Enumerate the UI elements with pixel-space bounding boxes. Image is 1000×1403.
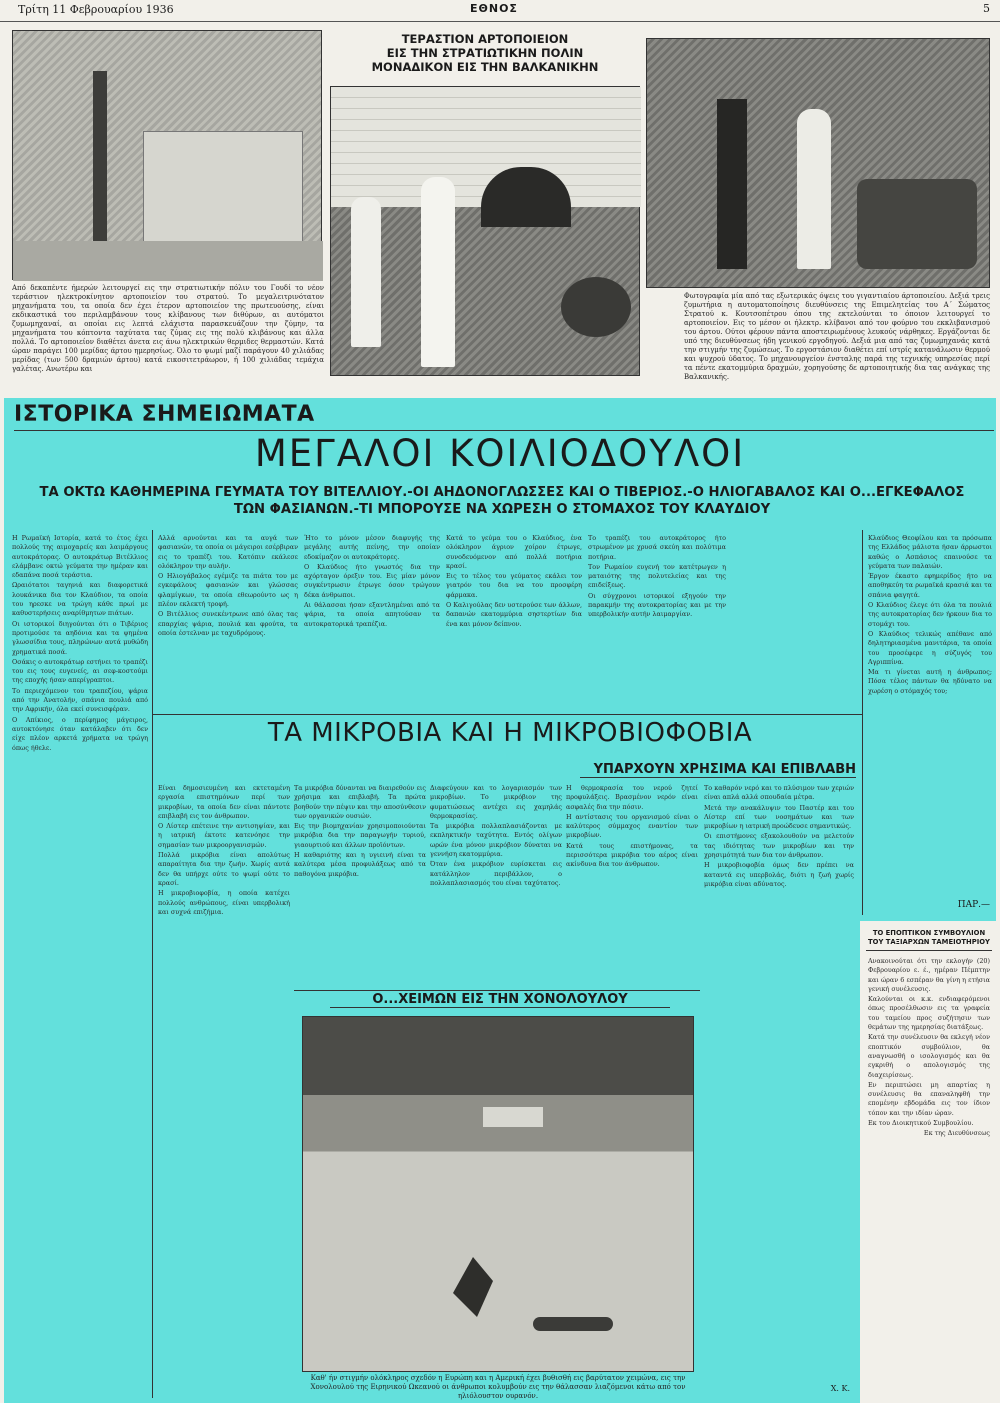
parasol-shape: [453, 1257, 493, 1317]
baker-figure: [351, 197, 381, 347]
paragraph: Αλλά αρνούνται και τα αυγά των φασιανών, τα οποία οι μάγειροι εσέρβιραν εις το τραπέζι του. Κατόπιν εκάλεσε ολόκληρον την αυλήν.: [158, 534, 298, 570]
honolulu-title: Ο...ΧΕΙΜΩΝ ΕΙΣ ΤΗΝ ΧΟΝΟΛΟΥΛΟΥ: [330, 992, 670, 1008]
paragraph: Διαφεύγουν και το λογαριασμόν των μικροβίων. Το μικρόβιον της φυματιώσεως αντέχει εις χαμηλάς θερμοκρασίας.: [430, 784, 562, 820]
bakery-story-title: [330, 28, 640, 74]
bakery-ovens-photo: [330, 86, 640, 376]
paragraph: Ανακοινούται ότι την εκλογήν (20) Φεβρουαρίου ε. έ., ημέραν Πέμπτην και ώραν 6 εσπέραν θα γίνη η ετήσια γενική συνέλευσις.: [868, 957, 990, 993]
microbes-headline: ΤΑ ΜΙΚΡΟΒΙΑ ΚΑΙ Η ΜΙΚΡΟΒΙΟΦΟΒΙΑ: [267, 718, 753, 748]
issue-date: Τρίτη 11 Φεβρουαρίου 1936: [18, 3, 174, 16]
microbes-column: [430, 784, 562, 984]
swimmer-figure: [533, 1317, 613, 1331]
paragraph: Κατά την συνέλευσιν θα εκλεγή νέον εποπτικόν συμβούλιον, θα αναγνωσθή ο ισολογισμός και θα εγκριθή ο απολογισμός της διαχειρίσεως.: [868, 1033, 990, 1079]
bakery-caption-left: Από δεκαπέντε ήμερών λειτουργεί εις την στρατιωτικήν πόλιν του Γουδί το νέον τεράστιον ηλεκτροκίνητον αρτοποιείον του στρατού. Το μεγαλειτρινότατον μηχανήματα του, τα οποία δεν έχει έτερον αρτοποιείον της πρωτευούσης, είναι εκδικαστικά του περιλαμβάνουν τους κλίβανους των διθύρων, αι αυτόματοι ζυμωμηχαναί, αι οποίαι εις λεπτά ελάχιστα παρασκευάζουν την ζύμην, τα μηχανήματα του κόπτοντα ταχύτατα τας ζύμας εις της πολύ κλιβάνους και άλλα πολλά. Το αρτοποιείον διαθέτει άνετα εις άνω ηλεκτρικών θερμιδες θερμαστών. Κατά ώραν παράγει 100 μερίδας άρτου ημερησίως. Όλο το ψωμί μαζί παράγουν 40 χιλιάδας μερίδας (των 500 δραμιών άρτου) κατά εικοσιτετράωρον, ή 100 χιλιάδας τεμάχια γαλέτας. Ανωτέρω και: [12, 284, 324, 373]
newspaper-name: ΕΘΝΟΣ: [470, 2, 518, 15]
paragraph: Πολλά μικρόβια είναι απολύτως απαραίτητα δια την ζωήν. Χωρίς αυτά δεν θα υπήρχε ούτε το ψωμί ούτε το κρασί.: [158, 851, 290, 887]
microbes-column: [566, 784, 698, 984]
divider: [294, 990, 700, 991]
microbes-column: [704, 784, 854, 1384]
paragraph: Οσάκις ο αυτοκράτωρ εστήνει το τραπέζι του εις τους ευγενείς, αι σεφ-κοστούμι της εποχής ήσαν απερίγραπτοι.: [12, 657, 148, 685]
paragraph: Η αντίστασις του οργανισμού είναι ο καλύτερος σύμμαχος εναντίον των μικροβίων.: [566, 812, 698, 840]
mixer-shape: [857, 179, 977, 269]
ground-shape: [13, 241, 323, 281]
history-subhead: ΤΑ ΟΚΤΩ ΚΑΘΗΜΕΡΙΝΑ ΓΕΥΜΑΤΑ ΤΟΥ ΒΙΤΕΛΛΙΟΥ.-ΟΙ ΑΗΔΟΝΟΓΛΩΣΣΕΣ ΚΑΙ Ο ΤΙΒΕΡΙΟΣ.-Ο ΗΛΙΟΓΑΒΑΛΟΣ ΚΑΙ Ο...ΕΓΚΕΦΑΛΟΣ ΤΩΝ ΦΑΣΙΑΝΩΝ.-ΤΙ ΜΠΟΡΟΥΣΕ ΝΑ ΧΩΡΕΣΗ Ο ΣΤΟΜΑΧΟΣ ΤΟΥ ΚΛΑΥΔΙΟΥ: [39, 485, 965, 517]
dough-vat-shape: [561, 277, 631, 337]
paragraph: Οι επιστήμονες εξακολουθούν να μελετούν τας ιδιότητας των μικροβίων και την χρησιμότητά των δια τον άνθρωπον.: [704, 832, 854, 860]
paragraph: Εν περιπτώσει μη απαρτίας η συνέλευσις θα επαναληφθή την επομένην εβδομάδα εις τον ίδιον τόπον και την ιδίαν ώραν.: [868, 1080, 990, 1117]
honolulu-beach-photo: [302, 1016, 694, 1372]
history-column: [868, 534, 992, 894]
paragraph: Τα μικρόβια πολλαπλασιάζονται με εκπληκτικήν ταχύτητα. Εντός ολίγων ωρών ένα μόνον μικρόβιον δύναται να γεννήση εκατομμύρια.: [430, 822, 562, 859]
paragraph: Οι σύγχρονοι ιστορικοί εξηγούν την παρακμήν της αυτοκρατορίας και με την υπερβολικήν αυτήν λαιμαργίαν.: [588, 591, 726, 619]
history-kicker: ΙΣΤΟΡΙΚΑ ΣΗΜΕΙΩΜΑΤΑ: [14, 402, 315, 427]
notice-box: [862, 921, 996, 1403]
paragraph: Μετά την ανακάλυψιν του Παστέρ και του Λίστερ επί των νοσημάτων και των μικροβίων η ιατρική προώδευσε σημαντικώς.: [704, 803, 854, 831]
page-header: [0, 0, 1000, 22]
paragraph: Ο Βιτέλλιος συνεκέντρωνε από όλας τας επαρχίας ψάρια, πουλιά και φρούτα, τα οποία έστελναν με ταχυδρόμους.: [158, 610, 298, 637]
paragraph: Η θερμοκρασία του νερού ζητεί προφυλάξεις. Βρασμένον νερόν είναι ασφαλές δια την πόσιν.: [566, 784, 698, 811]
bakery-title-line: ΤΕΡΑΣΤΙΟΝ ΑΡΤΟΠΟΙΕΙΟΝ: [401, 32, 569, 46]
paragraph: Η Ρωμαϊκή Ιστορία, κατά το έτος έχει πολλούς της αιμοχαρείς και λαιμάργους αυτοκράτορας. Ο αυτοκράτωρ Βιτέλλιος ελάμβανε οκτώ γεύματα την ημέραν και εδαπάνα ποσά τεράστια.: [12, 534, 148, 580]
paragraph: Ο Καλιγούλας δεν υστερούσε των άλλων, δαπανών εκατομμύρια σηστερτίων δια ένα και μόνον δείπνον.: [446, 601, 582, 628]
notice-title: [866, 929, 992, 951]
paragraph: Κατά το γεύμα του ο Κλαύδιος, ένα ολόκληρον άγριον χοίρον έτρωγε, συνοδευόμενον από πολλά ποτήρια κρασί.: [446, 534, 582, 570]
paragraph: Το περιεχόμενον του τραπεζίου, ψάρια από την Ανατολήν, σπάνια πουλιά από την Αφρικήν, όλα εκεί συνεισφέραν.: [12, 686, 148, 714]
paragraph: Εις το τέλος του γεύματος εκάλει τον γιατρόν του δια να του προσφέρη φάρμακα.: [446, 572, 582, 599]
paragraph: Το τραπέζι του αυτοκράτορος ήτο στρωμένον με χρυσά σκεύη και πολύτιμα ποτήρια.: [588, 534, 726, 561]
paragraph: Καλούνται οι κ.κ. ενδιαφερόμενοι όπως προσέλθωσιν εις τα γραφεία του ταμείου προς συζήτησιν των θεμάτων της ημερησίας διατάξεως.: [868, 995, 990, 1032]
notice-signature: Εκ της Διευθύνσεως: [923, 1129, 990, 1138]
column-rule: [152, 530, 153, 1398]
divider: [14, 430, 994, 431]
paragraph: Το καθαρόν νερό και το πλύσιμον των χεριών είναι απλά αλλά σπουδαία μέτρα.: [704, 784, 854, 802]
bakery-exterior-photo: [12, 30, 322, 280]
building-shape: [143, 131, 303, 251]
column-rule: [862, 530, 863, 915]
paragraph: Ωραιότατοι ταγηνιά και διαφορετικά λουκάνικα δια τον Κλαύδιον, τα οποία του ηρεσκε να τρώγη κάθε πρωί με καθυστερήσεις αναρίθμητων πιάτων.: [12, 581, 148, 618]
notice-body: [868, 957, 990, 1387]
paragraph: Ήτο το μόνον μέσον διαφυγής της μεγάλης αυτής πείνης, την οποίαν εδοκίμαζον οι αυτοκράτορες.: [304, 534, 440, 561]
bakery-story: [330, 28, 640, 368]
paragraph: Η καθαριότης και η υγιεινή είναι τα καλύτερα μέσα προφυλάξεως από τα παθογόνα μικρόβια.: [294, 851, 426, 878]
paragraph: Ο Κλαύδιος έλεγε ότι όλα τα πουλιά της αυτοκρατορίας δεν ήρκουν δια το στομάχι του.: [868, 601, 992, 628]
paragraph: Ο Ηλιογάβαλος εγέμιζε τα πιάτα του με εγκεφάλους φασιανών και γλώσσας φλαμίγκων, τα οποία εθεωρούντο ως η πλέον εκλεκτή τροφή.: [158, 572, 298, 609]
kneading-machine-photo: [646, 38, 990, 288]
chimney-shape: [93, 71, 107, 241]
paragraph: Ο Απίκιος, ο περίφημος μάγειρος, αυτοκτόνησε όταν κατάλαβεν ότι δεν είχε πλέον αρκετά χρήματα να τρώγη όπως ήθελε.: [12, 715, 148, 752]
bakery-caption-right: Φωτογραφία μία από τας εξωτερικάς όψεις του γιγαντιαίου άρτοποιείου. Δεξιά τρεις ζυμωτήρια η αυτοματοποίησις διευθύνσεις της Επιμελητείας του Α΄ Σώματος Στρατού κ. Κουτσοπέτρου όπου της εκτελούνται το όποιον λειτουργεί το αρτοποιείον. Εις το μέσον οι ήλεκτρ. κλίβανοι από τον φούρνο του εκκλιβανισμού του άρτου. Ούτοι φέρουν πάντα αποστειρωμένους λευκούς νάρθηκες. Εργάζονται δε υπό της διευθύνσεως ήδη γενικού εργοδηγού. Δεξιά μια από τας ζυμωμηχανάς κατά την στιγμήν της ζυμώσεως. Το εργοστάσιον διαθέτει επί ιστρίς κατανάλωσιν θερμού και ψυχρού ύδατος. Το μηχανουργείον ένσταλης παρά της τεχνικής υπηρεσίας περί τα πέντε εκατομμύρια δραχμών, χορηγούσης δε αρτοποιητικής δια τας ανάγκας της Βαλκανικής.: [684, 292, 990, 381]
baker-figure: [421, 177, 455, 367]
paragraph: Εις την βιομηχανίαν χρησιμοποιούνται μικρόβια δια την παραγωγήν τυριού, γιαουρτιού και άλλων προϊόντων.: [294, 822, 426, 849]
paragraph: Αι θάλασσαι ήσαν εξαντλημέναι από τα ψάρια, τα οποία απητούσαν τα αυτοκρατορικά τραπέζια.: [304, 601, 440, 628]
paragraph: Ο Κλαύδιος τελικώς απέθανε από δηλητηριασμένα μανιτάρια, τα οποία του προσέφερε η σύζυγός του Αγριππίνα.: [868, 629, 992, 666]
paragraph: Είναι δημοσιευμένη και εκτεταμένη εργασία επιστημόνων περί των μικροβίων, τα οποία δεν είναι πάντοτε επιβλαβή εις τον άνθρωπον.: [158, 784, 290, 820]
microbes-column: [294, 784, 426, 984]
paragraph: Η μικροβιοφοβία, η οποία κατέχει πολλούς ανθρώπους, είναι υπερβολική και συχνά επιζήμια.: [158, 889, 290, 916]
officer-figure: [717, 99, 747, 269]
honolulu-caption: Καθ' ήν στιγμήν ολόκληρος σχεδόν η Ευρώπη και η Αμερική έχει βυθισθή εις βαρύτατον χειμώνα, εις την Χονολουλού της Ειρηνικού Ωκεανού οι άνθρωποι κολυμβούν εις την θάλασσαν λιαζόμενοι κάτω από τον ηλιόλουστον ουρανόν.: [310, 1374, 686, 1400]
history-column: [12, 534, 148, 1399]
paragraph: Η μικροβιοφοβία όμως δεν πρέπει να καταντά εις υπερβολάς, διότι η ζωή χωρίς μικρόβια είναι αδύνατος.: [704, 861, 854, 888]
microbes-signature: Χ. Κ.: [830, 1384, 850, 1393]
history-headline: ΜΕΓΑΛΟΙ ΚΟΙΛΙΟΔΟΥΛΟΙ: [254, 432, 746, 475]
bakery-title-line: ΕΙΣ ΤΗΝ ΣΤΡΑΤΙΩΤΙΚΗΝ ΠΟΛΙΝ: [386, 46, 584, 60]
paragraph: Ο Λίστερ επέτεινε την αντισηψίαν, και η ιατρική έκτοτε κατενόησε την σημασίαν των μικροοργανισμών.: [158, 822, 290, 849]
history-column: [588, 534, 726, 710]
bakery-title-line: ΜΟΝΑΔΙΚΟΝ ΕΙΣ ΤΗΝ ΒΑΛΚΑΝΙΚΗΝ: [371, 60, 599, 74]
history-column: [304, 534, 440, 710]
baker-figure: [797, 109, 831, 269]
paragraph: Όταν ένα μικρόβιον ευρίσκεται εις κατάλληλον περιβάλλον, ο πολλαπλασιασμός του είναι ταχύτατος.: [430, 860, 562, 887]
paragraph: Έργον έκαστο εφημερίδος ήτο να αποθηκεύη τα ρωμαϊκά κρασιά και τα σπάνια φαγητά.: [868, 572, 992, 599]
paragraph: Ο Κλαύδιος ήτο γνωστός δια την αχόρταγον όρεξιν του. Εις μίαν μόνον συγκέντρωσιν έτρωγε όσον τρώγουν δέκα άνθρωποι.: [304, 562, 440, 599]
history-column: [158, 534, 298, 710]
history-signature: ΠΑΡ.—: [957, 900, 990, 910]
paragraph: Μα τι γίνεται αυτή η άνθρωπος; Πόσα τέλος πάντων θα ηδύνατο να χωρέση ο στόμαχός του;: [868, 668, 992, 695]
paragraph: Κλαύδιος Θεοφίλου και τα πρόσωπα της Ελλάδος μάλιστα ήσαν άρρωστοι καθώς ο Ασπάσιος επαινούσε τα γεύματα των παλαιών.: [868, 534, 992, 570]
history-column: [446, 534, 582, 710]
microbes-subhead: ΥΠΑΡΧΟΥΝ ΧΡΗΣΙΜΑ ΚΑΙ ΕΠΙΒΛΑΒΗ: [580, 762, 856, 778]
notice-title-line: ΤΟΥ ΤΑΞΙΑΡΧΩΝ ΤΑΜΕΙΟΤΗΡΙΟΥ: [868, 938, 990, 946]
paragraph: Εκ του Διοικητικού Συμβουλίου.: [868, 1119, 974, 1128]
notice-title-line: ΤΟ ΕΠΟΠΤΙΚΟΝ ΣΥΜΒΟΥΛΙΟΝ: [872, 929, 986, 937]
paragraph: Κατά τους επιστήμονας, τα περισσότερα μικρόβια του αέρος είναι ακίνδυνα δια τον άνθρωπον.: [566, 841, 698, 869]
paragraph: Οι ιστορικοί διηγούνται ότι ο Τιβέριος προτιμούσε τα αηδόνια και τα ψημένα γλωσσίδια τους, πληρώνων αυτά μυθώδη χρηματικά ποσά.: [12, 619, 148, 656]
microbes-column: [158, 784, 290, 1396]
page-number: 5: [983, 2, 990, 15]
pier-shape: [483, 1107, 543, 1127]
paragraph: Τα μικρόβια δύνανται να διαιρεθούν εις χρήσιμα και επιβλαβή. Τα πρώτα βοηθούν την πέψιν και την αποσύνθεσιν των οργανικών ουσιών.: [294, 784, 426, 820]
divider: [152, 714, 862, 715]
paragraph: Τον Ρωμαίον ευγενή τον κατέτρωγεν η ματαιότης της πολυτελείας και της επιδείξεως.: [588, 562, 726, 590]
